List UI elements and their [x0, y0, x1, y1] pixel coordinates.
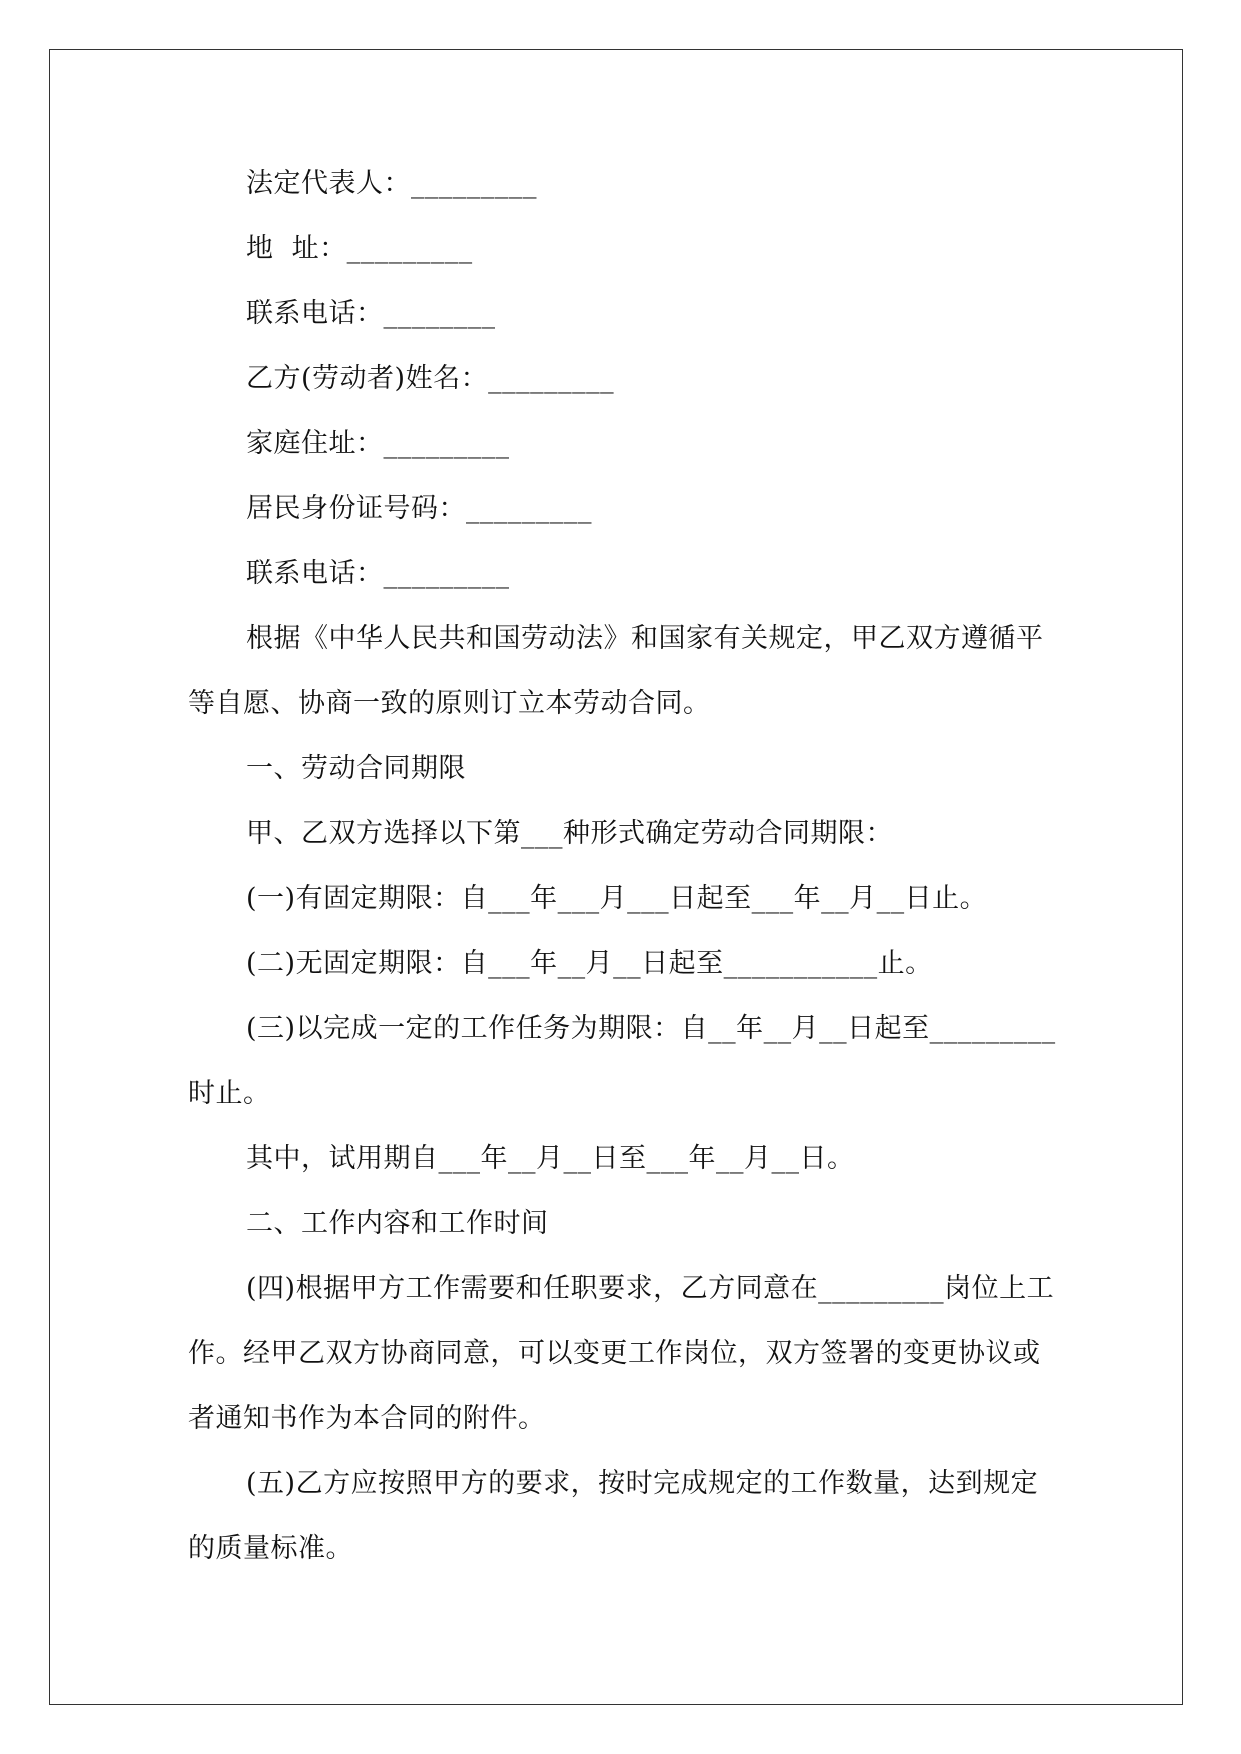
probation-paragraph: 其中，试用期自___年__月__日至___年__月__日。 — [246, 1143, 855, 1174]
employee-name-line: 乙方(劳动者)姓名：_________ — [246, 363, 615, 394]
address-line: 地 址：_________ — [246, 233, 473, 264]
home-address-line: 家庭住址：_________ — [246, 428, 510, 459]
preamble-paragraph: 根据《中华人民共和国劳动法》和国家有关规定，甲乙双方遵循平等自愿、协商一致的原则订立本劳动合同。 — [188, 623, 1044, 719]
employee-phone-line: 联系电话：_________ — [246, 558, 510, 589]
open-term-paragraph: (二)无固定期限：自___年__月__日起至___________止。 — [246, 948, 933, 979]
term-choice-paragraph: 甲、乙双方选择以下第___种形式确定劳动合同期限： — [246, 818, 893, 849]
section-heading-term: 一、劳动合同期限 — [246, 753, 466, 784]
clause-four-paragraph: (四)根据甲方工作需要和任职要求，乙方同意在_________岗位上工作。经甲乙双方协商同意，可以变更工作岗位，双方签署的变更协议或者通知书作为本合同的附件。 — [188, 1273, 1055, 1434]
id-number-line: 居民身份证号码：_________ — [246, 493, 592, 524]
document-body — [188, 151, 1058, 1581]
fixed-term-paragraph: (一)有固定期限：自___年___月___日起至___年__月__日止。 — [246, 883, 988, 914]
employer-phone-line: 联系电话：________ — [246, 298, 496, 329]
section-heading-work: 二、工作内容和工作时间 — [246, 1208, 549, 1239]
clause-five-paragraph: (五)乙方应按照甲方的要求，按时完成规定的工作数量，达到规定的质量标准。 — [188, 1468, 1039, 1564]
task-term-paragraph: (三)以完成一定的工作任务为期限：自__年__月__日起至_________时止。 — [188, 1013, 1056, 1109]
legal-representative-line: 法定代表人：_________ — [246, 168, 537, 199]
